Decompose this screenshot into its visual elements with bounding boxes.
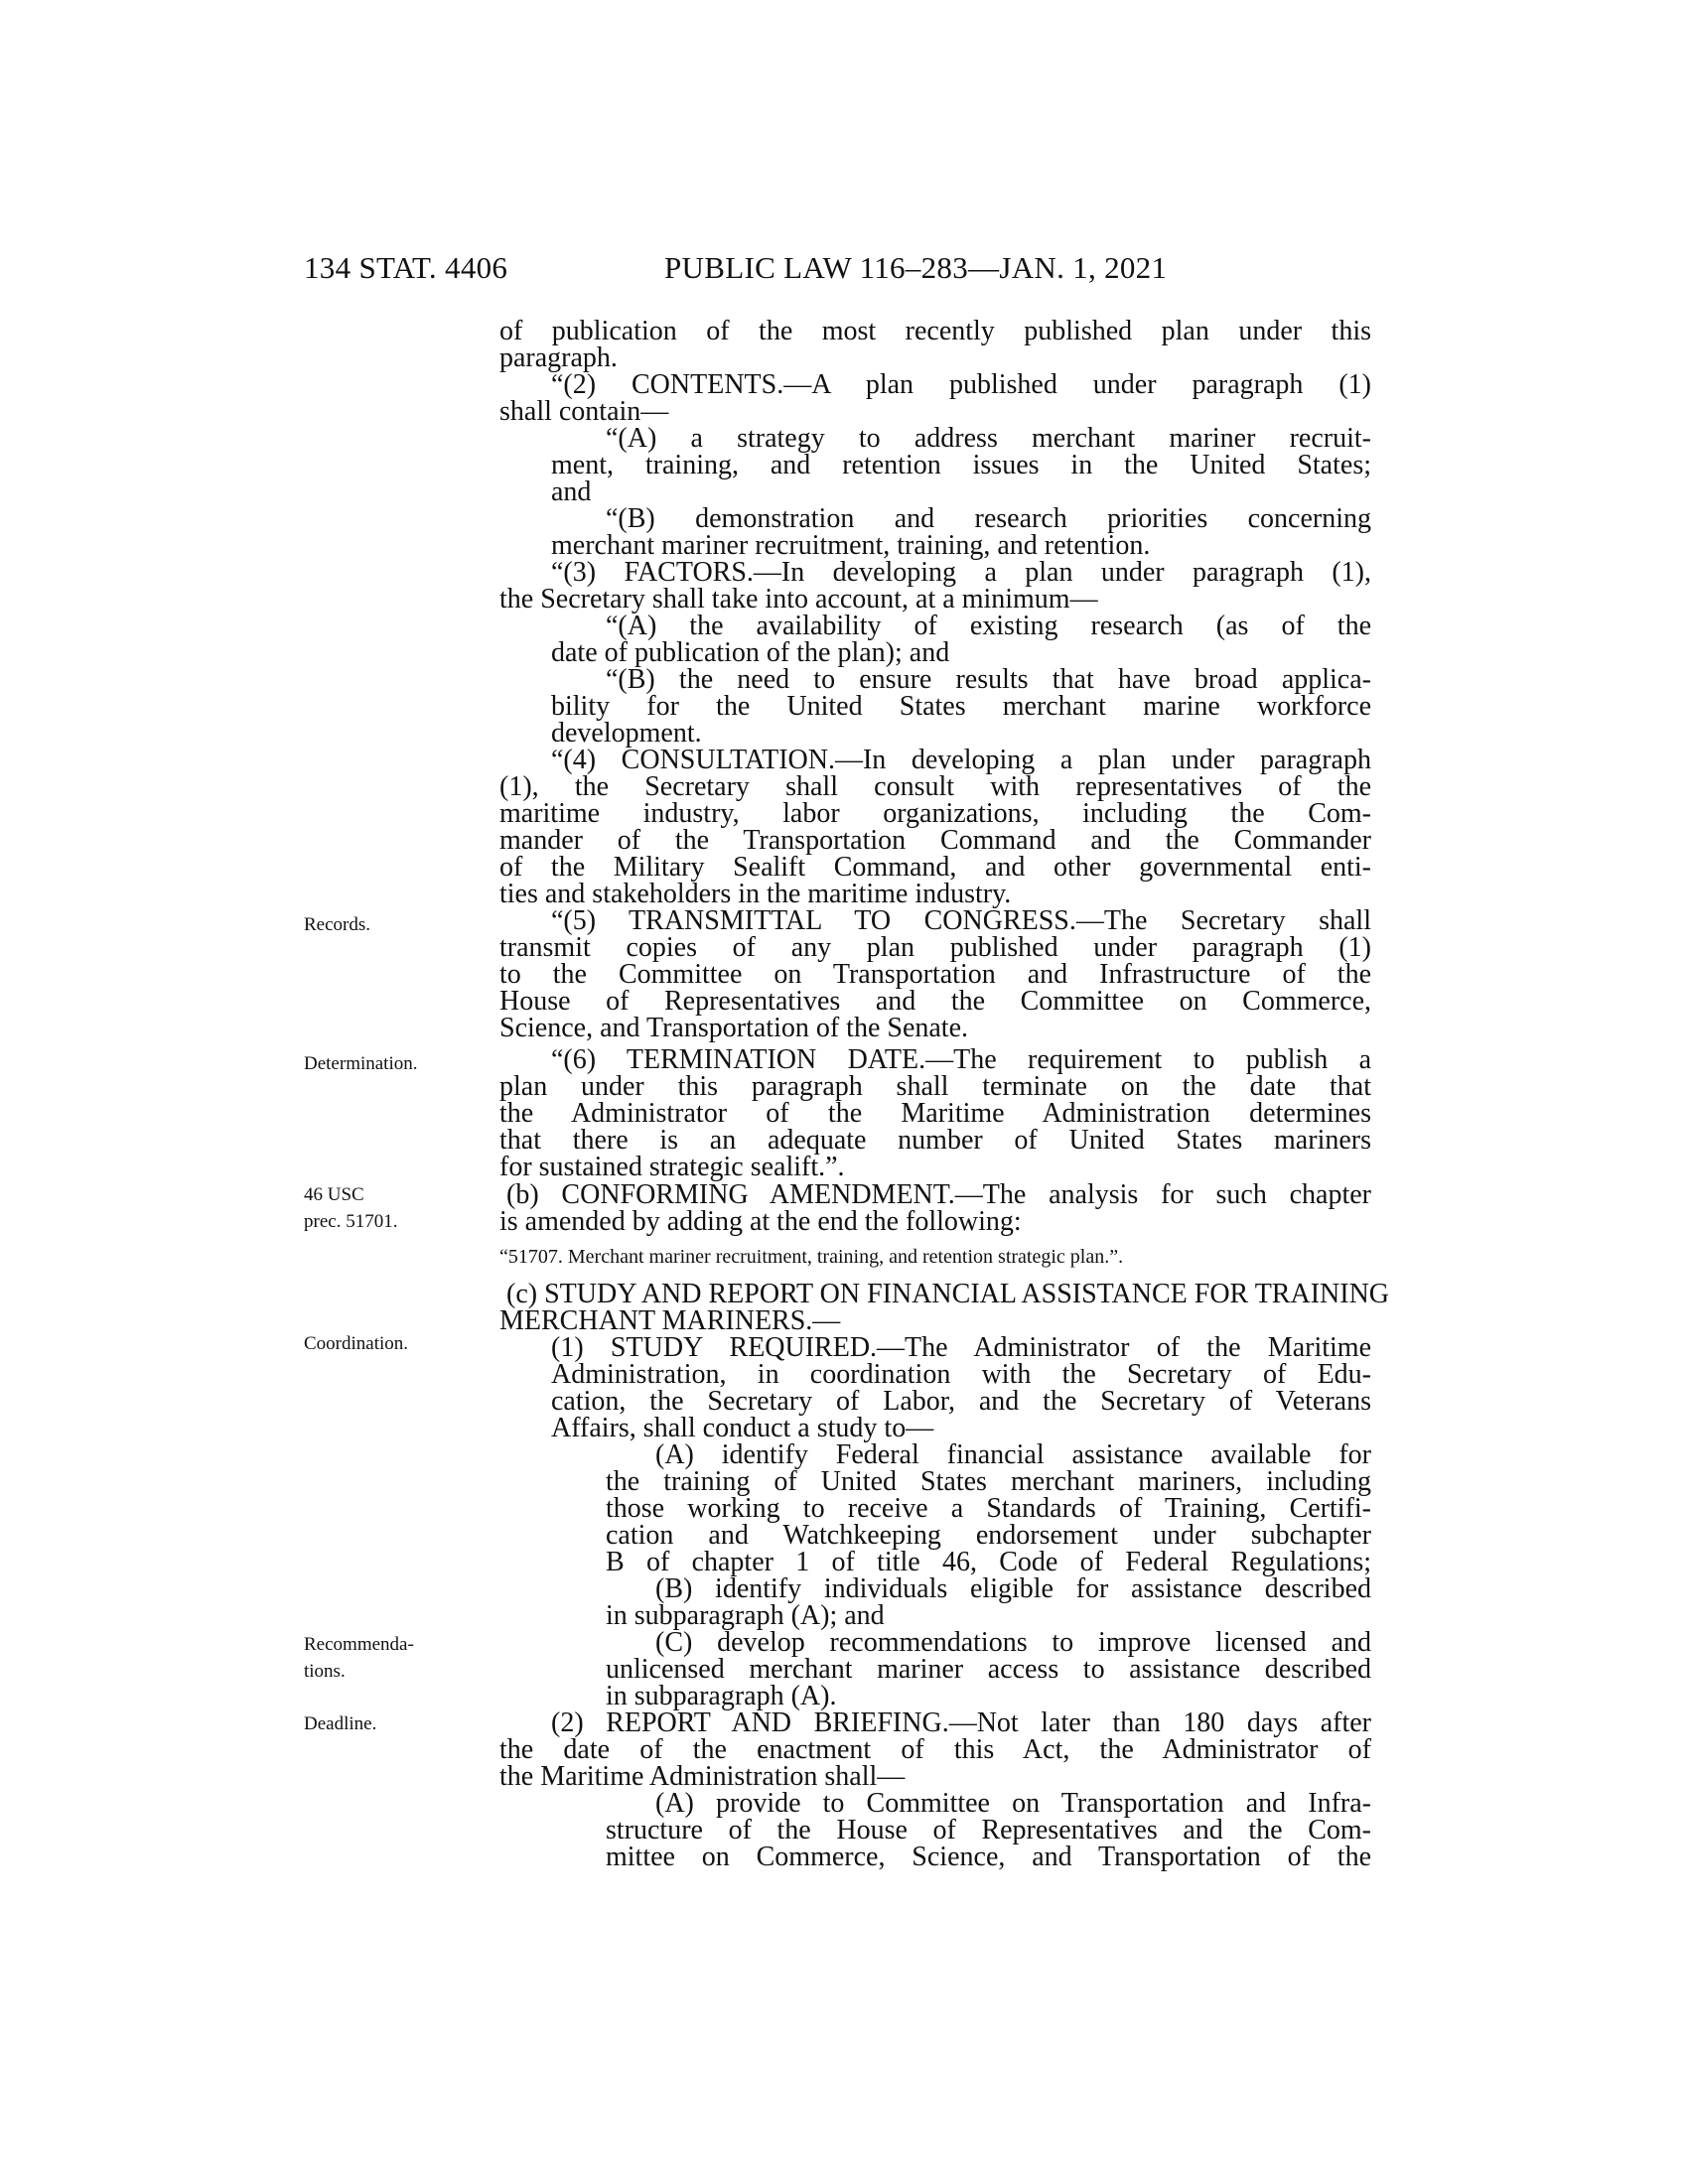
body-line: that there is an adequate number of United States mariners	[499, 1125, 1371, 1156]
body-line: paragraph.	[499, 342, 618, 373]
body-line: and	[551, 477, 592, 507]
body-line: the Administrator of the Maritime Administration determines	[499, 1098, 1371, 1129]
margin-note-coordination: Coordination.	[304, 1333, 409, 1354]
running-header: PUBLIC LAW 116–283—JAN. 1, 2021	[664, 250, 1168, 285]
body-line: cation and Watchkeeping endorsement under subchapter	[606, 1520, 1371, 1551]
body-line: (b) CONFORMING AMENDMENT.—The analysis for such chapter	[506, 1179, 1371, 1210]
body-line: (c) STUDY AND REPORT ON FINANCIAL ASSISTANCE FOR TRAINING	[506, 1279, 1390, 1309]
body-line: of publication of the most recently published plan under this	[499, 316, 1371, 346]
body-line: MERCHANT MARINERS.—	[499, 1305, 841, 1336]
body-line: structure of the House of Representatives and the Com-	[606, 1815, 1371, 1845]
body-line: (2) REPORT AND BRIEFING.—Not later than 180 days after	[551, 1707, 1371, 1738]
body-line: (A) identify Federal financial assistance available for	[655, 1439, 1371, 1470]
body-line: Administration, in coordination with the Secretary of Edu-	[551, 1359, 1371, 1390]
body-line: “(6) TERMINATION DATE.—The requirement to publish a	[551, 1044, 1371, 1075]
body-line: (B) identify individuals eligible for assistance described	[655, 1573, 1371, 1604]
body-line: (1), the Secretary shall consult with representatives of the	[499, 771, 1371, 802]
body-line: “(5) TRANSMITTAL TO CONGRESS.—The Secretary shall	[551, 905, 1371, 936]
body-line: “(2) CONTENTS.—A plan published under paragraph (1)	[551, 369, 1371, 400]
body-line: the Maritime Administration shall—	[499, 1761, 906, 1792]
body-line: Affairs, shall conduct a study to—	[551, 1413, 934, 1443]
body-line: “(B) the need to ensure results that have broad applica-	[606, 664, 1371, 695]
body-line: B of chapter 1 of title 46, Code of Federal Regulations;	[606, 1547, 1371, 1577]
body-line: maritime industry, labor organizations, including the Com-	[499, 798, 1371, 829]
body-line: plan under this paragraph shall terminate on the date that	[499, 1071, 1371, 1102]
body-line: the training of United States merchant mariners, including	[606, 1466, 1371, 1497]
body-line: bility for the United States merchant marine workforce	[551, 691, 1371, 722]
body-line: (C) develop recommendations to improve licensed and	[655, 1627, 1371, 1658]
body-line: development.	[551, 718, 702, 749]
body-line: transmit copies of any plan published under paragraph (1)	[499, 932, 1371, 963]
body-line: cation, the Secretary of Labor, and the Secretary of Veterans	[551, 1386, 1371, 1417]
analysis-item: “51707. Merchant mariner recruitment, training, and retention strategic plan.”.	[499, 1246, 1124, 1268]
body-line: “(A) the availability of existing research (as of the	[606, 611, 1371, 641]
margin-note-usc-prec: prec. 51701.	[304, 1211, 398, 1232]
body-line: “(A) a strategy to address merchant mariner recruit-	[606, 423, 1371, 454]
body-line: the date of the enactment of this Act, the Administrator of	[499, 1734, 1371, 1765]
body-line: Science, and Transportation of the Senate.	[499, 1013, 969, 1043]
body-line: the Secretary shall take into account, at a minimum—	[499, 584, 1098, 614]
body-line: in subparagraph (A).	[606, 1681, 837, 1711]
body-line: ties and stakeholders in the maritime industry.	[499, 879, 1012, 909]
body-line: ment, training, and retention issues in the United States;	[551, 450, 1371, 480]
body-line: “(3) FACTORS.—In developing a plan under paragraph (1),	[551, 557, 1371, 588]
margin-note-recommendations-cont: tions.	[304, 1661, 346, 1682]
body-line: “(B) demonstration and research priorities concerning	[606, 503, 1371, 534]
body-line: (1) STUDY REQUIRED.—The Administrator of the Maritime	[551, 1332, 1371, 1363]
margin-note-deadline: Deadline.	[304, 1713, 377, 1734]
body-line: House of Representatives and the Committee on Commerce,	[499, 986, 1371, 1017]
body-line: date of publication of the plan); and	[551, 637, 950, 668]
body-line: mittee on Commerce, Science, and Transportation of the	[606, 1842, 1371, 1872]
body-line: for sustained strategic sealift.”.	[499, 1152, 845, 1182]
body-line: merchant mariner recruitment, training, and retention.	[551, 530, 1151, 561]
body-line: mander of the Transportation Command and the Commander	[499, 825, 1371, 856]
margin-note-usc: 46 USC	[304, 1184, 364, 1205]
body-line: (A) provide to Committee on Transportation and Infra-	[655, 1788, 1371, 1819]
margin-note-recommendations: Recommenda-	[304, 1634, 414, 1655]
body-line: in subparagraph (A); and	[606, 1600, 885, 1631]
margin-note-determination: Determination.	[304, 1053, 418, 1074]
body-line: is amended by adding at the end the following:	[499, 1206, 1022, 1237]
body-line: to the Committee on Transportation and Infrastructure of the	[499, 959, 1371, 990]
body-line: unlicensed merchant mariner access to assistance described	[606, 1654, 1371, 1685]
body-line: of the Military Sealift Command, and other governmental enti-	[499, 852, 1371, 883]
body-line: those working to receive a Standards of Training, Certifi-	[606, 1493, 1371, 1524]
page-stat-number: 134 STAT. 4406	[304, 250, 508, 285]
body-line: shall contain—	[499, 396, 669, 427]
margin-note-records: Records.	[304, 914, 371, 935]
body-line: “(4) CONSULTATION.—In developing a plan under paragraph	[551, 745, 1371, 775]
